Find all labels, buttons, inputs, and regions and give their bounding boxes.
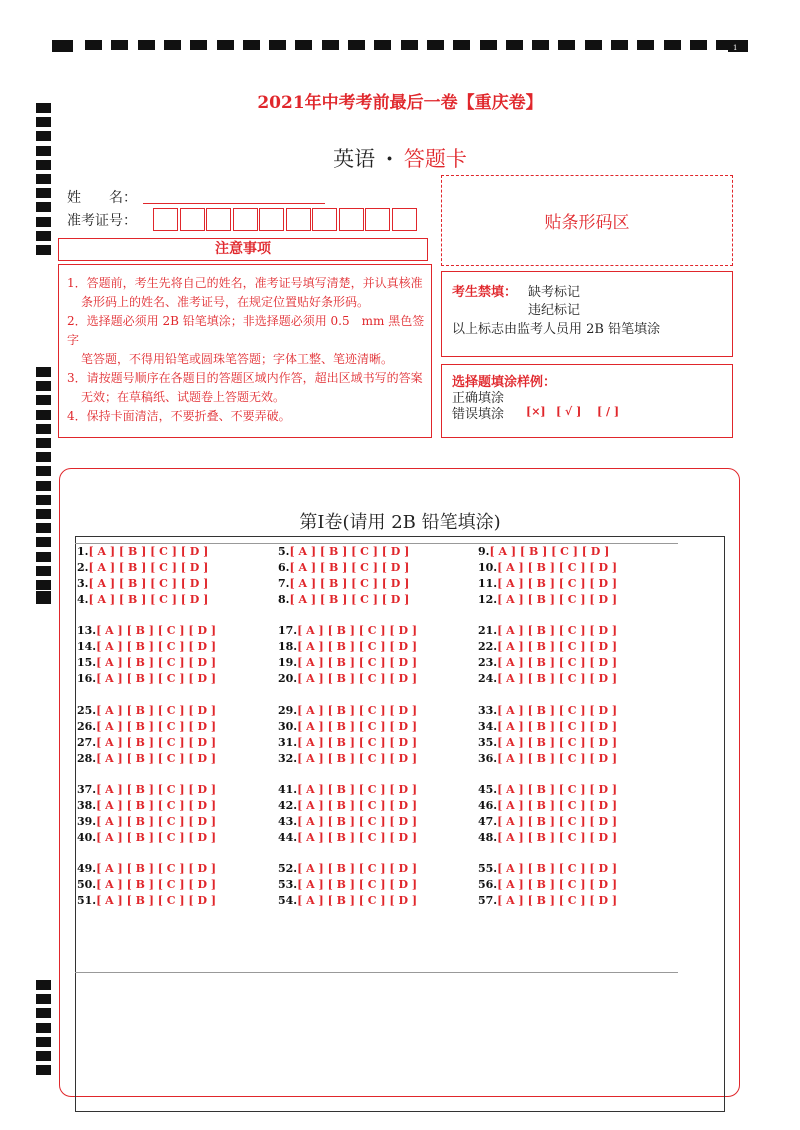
exam-id-digit-box[interactable] <box>153 208 178 231</box>
side-timing-mark <box>36 580 51 590</box>
side-timing-mark <box>36 1037 51 1047</box>
question-item[interactable] <box>278 593 409 606</box>
question-item[interactable] <box>278 894 417 907</box>
answer-options[interactable]: [ A ] [ B ] [ C ] [ D ] <box>497 752 618 765</box>
question-number: 1. <box>77 545 89 558</box>
question-number: 35. <box>478 736 498 749</box>
side-timing-mark <box>36 1051 51 1061</box>
timing-mark <box>637 40 654 50</box>
answer-options[interactable]: [ A ] [ B ] [ C ] [ D ] <box>297 878 418 891</box>
question-number: 10. <box>478 561 498 574</box>
question-number: 45. <box>478 783 498 796</box>
side-timing-mark <box>36 231 51 241</box>
timing-mark <box>348 40 365 50</box>
timing-mark <box>138 40 155 50</box>
timing-mark <box>558 40 575 50</box>
wrong-fill-mark: [ / ] <box>597 405 620 418</box>
name-label: 姓 名： <box>67 190 137 206</box>
question-item[interactable] <box>278 862 417 875</box>
exam-id-digit-box[interactable] <box>206 208 231 231</box>
fill-sample-label: 选择题填涂样例： <box>452 375 557 390</box>
question-item[interactable] <box>77 720 216 733</box>
answer-options[interactable]: [ A ] [ B ] [ C ] [ D ] <box>497 624 618 637</box>
side-timing-mark <box>36 1065 51 1075</box>
side-timing-mark <box>36 424 51 434</box>
answer-options[interactable]: [ A ] [ B ] [ C ] [ D ] <box>96 640 217 653</box>
question-number: 25. <box>77 704 97 717</box>
side-timing-mark <box>36 174 51 184</box>
question-number: 14. <box>77 640 97 653</box>
question-number: 31. <box>278 736 298 749</box>
question-number: 2. <box>77 561 89 574</box>
answer-options[interactable]: [ A ] [ B ] [ C ] [ D ] <box>297 815 418 828</box>
question-number: 28. <box>77 752 97 765</box>
side-timing-mark <box>36 552 51 562</box>
notice-line: 4．保持卡面清洁，不要折叠、不要弄破。 <box>67 409 291 423</box>
question-number: 4. <box>77 593 89 606</box>
question-number: 6. <box>278 561 290 574</box>
wrong-fill-label: 错误填涂 <box>452 407 505 422</box>
timing-mark <box>243 40 260 50</box>
question-number: 37. <box>77 783 97 796</box>
answer-card-label: 答题卡 <box>403 147 467 171</box>
question-number: 12. <box>478 593 498 606</box>
wrong-fill-mark: [ √ ] <box>556 405 582 418</box>
answer-options[interactable]: [ A ] [ B ] [ C ] [ D ] <box>96 704 217 717</box>
exam-id-digit-box[interactable] <box>312 208 337 231</box>
question-number: 36. <box>478 752 498 765</box>
answer-options[interactable]: [ A ] [ B ] [ C ] [ D ] <box>297 624 418 637</box>
answer-options[interactable]: [ A ] [ B ] [ C ] [ D ] <box>497 640 618 653</box>
question-item[interactable] <box>77 799 216 812</box>
notice-header-box <box>58 238 428 261</box>
question-item[interactable] <box>478 752 617 765</box>
question-item[interactable] <box>278 815 417 828</box>
side-timing-mark <box>36 537 51 547</box>
question-item[interactable] <box>77 593 208 606</box>
page-number: 1 <box>733 44 738 52</box>
question-number: 15. <box>77 656 97 669</box>
question-item[interactable] <box>77 783 216 796</box>
answer-options[interactable]: [ A ] [ B ] [ C ] [ D ] <box>497 862 618 875</box>
answer-options[interactable]: [ A ] [ B ] [ C ] [ D ] <box>297 640 418 653</box>
answer-options[interactable]: [ A ] [ B ] [ C ] [ D ] <box>96 624 217 637</box>
answer-options[interactable]: [ A ] [ B ] [ C ] [ D ] <box>497 577 618 590</box>
question-number: 24. <box>478 672 498 685</box>
answer-options[interactable]: [ A ] [ B ] [ C ] [ D ] <box>96 783 217 796</box>
subject-heading <box>0 143 800 173</box>
answer-options[interactable]: [ A ] [ B ] [ C ] [ D ] <box>96 656 217 669</box>
question-item[interactable] <box>478 656 617 669</box>
wrong-fill-mark: [×] <box>526 405 546 418</box>
answer-options[interactable]: [ A ] [ B ] [ C ] [ D ] <box>289 577 410 590</box>
answer-options[interactable]: [ A ] [ B ] [ C ] [ D ] <box>96 894 217 907</box>
question-item[interactable] <box>77 672 216 685</box>
question-item[interactable] <box>77 656 216 669</box>
exam-id-digit-box[interactable] <box>286 208 311 231</box>
answer-options[interactable]: [ A ] [ B ] [ C ] [ D ] <box>96 736 217 749</box>
answer-options[interactable]: [ A ] [ B ] [ C ] [ D ] <box>297 862 418 875</box>
question-number: 46. <box>478 799 498 812</box>
question-number: 7. <box>278 577 290 590</box>
side-timing-mark <box>36 202 51 212</box>
timing-mark <box>427 40 444 50</box>
subject-separator: · <box>385 146 394 171</box>
notice-line: 条形码上的姓名、准考证号，在规定位置贴好条形码。 <box>81 295 370 309</box>
timing-mark <box>374 40 391 50</box>
question-number: 48. <box>478 831 498 844</box>
question-number: 51. <box>77 894 97 907</box>
question-item[interactable] <box>478 736 617 749</box>
question-item[interactable] <box>77 894 216 907</box>
question-number: 43. <box>278 815 298 828</box>
question-item[interactable] <box>278 736 417 749</box>
answer-options[interactable]: [ A ] [ B ] [ C ] [ D ] <box>497 593 618 606</box>
question-number: 33. <box>478 704 498 717</box>
timing-mark <box>322 40 339 50</box>
answer-options[interactable]: [ A ] [ B ] [ C ] [ D ] <box>497 783 618 796</box>
question-number: 32. <box>278 752 298 765</box>
question-item[interactable] <box>77 577 208 590</box>
exam-id-digit-box[interactable] <box>365 208 390 231</box>
side-timing-mark <box>36 367 51 377</box>
answer-options[interactable]: [ A ] [ B ] [ C ] [ D ] <box>297 704 418 717</box>
question-number: 9. <box>478 545 490 558</box>
notice-line: 2．选择题必须用 2B 铅笔填涂；非选择题必须用 0.5 mm 黑色签字 <box>67 314 425 347</box>
section1-title: 第Ⅰ卷(请用 2B 铅笔填涂) <box>299 512 501 533</box>
side-timing-mark <box>36 245 51 255</box>
question-number: 38. <box>77 799 97 812</box>
question-item[interactable] <box>77 640 216 653</box>
correct-fill-sample <box>528 389 548 399</box>
side-timing-mark <box>36 117 51 127</box>
question-item[interactable] <box>278 577 409 590</box>
forbidden-label: 考生禁填： <box>452 285 518 300</box>
exam-id-digit-box[interactable] <box>180 208 205 231</box>
question-item[interactable] <box>77 878 216 891</box>
question-item[interactable] <box>478 672 617 685</box>
barcode-label: 贴条形码区 <box>544 213 630 233</box>
question-number: 17. <box>278 624 298 637</box>
question-number: 39. <box>77 815 97 828</box>
answer-options[interactable]: [ A ] [ B ] [ C ] [ D ] <box>497 656 618 669</box>
side-timing-mark <box>36 1008 51 1018</box>
answer-options[interactable]: [ A ] [ B ] [ C ] [ D ] <box>489 545 610 558</box>
question-number: 49. <box>77 862 97 875</box>
question-number: 30. <box>278 720 298 733</box>
exam-id-label: 准考证号： <box>67 213 137 229</box>
answer-options[interactable]: [ A ] [ B ] [ C ] [ D ] <box>297 736 418 749</box>
barcode-area <box>441 175 733 266</box>
question-item[interactable] <box>77 704 216 717</box>
question-number: 40. <box>77 831 97 844</box>
question-number: 55. <box>478 862 498 875</box>
top-rule <box>75 543 678 544</box>
violation-mark-label: 违纪标记 <box>528 303 581 318</box>
question-number: 50. <box>77 878 97 891</box>
question-item[interactable] <box>478 545 609 558</box>
exam-id-digit-box[interactable] <box>233 208 258 231</box>
side-timing-mark <box>36 410 51 420</box>
answer-options[interactable]: [ A ] [ B ] [ C ] [ D ] <box>96 799 217 812</box>
correct-fill-label: 正确填涂 <box>452 391 505 406</box>
timing-mark <box>401 40 418 50</box>
timing-mark <box>190 40 207 50</box>
side-timing-mark <box>36 217 51 227</box>
question-item[interactable] <box>77 831 216 844</box>
question-item[interactable] <box>478 640 617 653</box>
question-number: 3. <box>77 577 89 590</box>
question-item[interactable] <box>77 561 208 574</box>
timing-mark <box>85 40 102 50</box>
question-item[interactable] <box>278 878 417 891</box>
side-timing-mark <box>36 381 51 391</box>
question-number: 21. <box>478 624 498 637</box>
answer-options[interactable]: [ A ] [ B ] [ C ] [ D ] <box>497 878 618 891</box>
proctor-marks-box <box>441 271 733 357</box>
side-timing-mark <box>36 1023 51 1033</box>
question-item[interactable] <box>278 656 417 669</box>
question-number: 47. <box>478 815 498 828</box>
answer-options[interactable]: [ A ] [ B ] [ C ] [ D ] <box>297 720 418 733</box>
question-item[interactable] <box>77 815 216 828</box>
question-number: 5. <box>278 545 290 558</box>
question-number: 20. <box>278 672 298 685</box>
answer-options[interactable]: [ A ] [ B ] [ C ] [ D ] <box>497 704 618 717</box>
question-number: 29. <box>278 704 298 717</box>
question-item[interactable] <box>478 593 617 606</box>
name-field[interactable] <box>143 203 325 204</box>
question-number: 57. <box>478 894 498 907</box>
side-timing-mark <box>36 495 51 505</box>
question-number: 56. <box>478 878 498 891</box>
question-number: 53. <box>278 878 298 891</box>
notice-box <box>58 264 432 438</box>
answer-options[interactable]: [ A ] [ B ] [ C ] [ D ] <box>497 799 618 812</box>
fill-sample-box <box>441 364 733 438</box>
answer-options[interactable]: [ A ] [ B ] [ C ] [ D ] <box>289 561 410 574</box>
question-number: 34. <box>478 720 498 733</box>
answer-options[interactable]: [ A ] [ B ] [ C ] [ D ] <box>297 894 418 907</box>
exam-id-digit-box[interactable] <box>392 208 417 231</box>
question-item[interactable] <box>478 894 617 907</box>
question-item[interactable] <box>478 720 617 733</box>
side-timing-mark <box>36 395 51 405</box>
timing-mark <box>295 40 312 50</box>
question-item[interactable] <box>478 577 617 590</box>
timing-mark <box>269 40 286 50</box>
question-number: 26. <box>77 720 97 733</box>
side-timing-mark <box>36 566 51 576</box>
answer-options[interactable]: [ A ] [ B ] [ C ] [ D ] <box>96 878 217 891</box>
timing-mark <box>164 40 181 50</box>
question-number: 42. <box>278 799 298 812</box>
side-timing-mark <box>36 994 51 1004</box>
question-number: 11. <box>478 577 498 590</box>
answer-options[interactable]: [ A ] [ B ] [ C ] [ D ] <box>497 831 618 844</box>
question-item[interactable] <box>77 624 216 637</box>
question-item[interactable] <box>478 783 617 796</box>
notice-line: 3．请按题号顺序在各题目的答题区域内作答，超出区域书写的答案 <box>67 371 423 385</box>
timing-mark <box>611 40 628 50</box>
side-timing-mark <box>36 591 51 601</box>
timing-mark <box>728 40 748 52</box>
timing-mark <box>664 40 681 50</box>
question-item[interactable] <box>278 624 417 637</box>
side-timing-mark <box>36 466 51 476</box>
question-item[interactable] <box>278 752 417 765</box>
side-timing-mark <box>36 438 51 448</box>
question-item[interactable] <box>278 704 417 717</box>
answer-options[interactable]: [ A ] [ B ] [ C ] [ D ] <box>297 752 418 765</box>
question-item[interactable] <box>478 704 617 717</box>
violation-mark-box[interactable] <box>592 301 614 313</box>
question-item[interactable] <box>278 720 417 733</box>
question-number: 44. <box>278 831 298 844</box>
answer-options[interactable]: [ A ] [ B ] [ C ] [ D ] <box>297 656 418 669</box>
answer-options[interactable]: [ A ] [ B ] [ C ] [ D ] <box>497 561 618 574</box>
question-item[interactable] <box>278 561 409 574</box>
question-number: 41. <box>278 783 298 796</box>
question-item[interactable] <box>478 831 617 844</box>
answer-options[interactable]: [ A ] [ B ] [ C ] [ D ] <box>88 593 209 606</box>
side-timing-mark <box>36 131 51 141</box>
answer-options[interactable]: [ A ] [ B ] [ C ] [ D ] <box>88 561 209 574</box>
timing-mark <box>532 40 549 50</box>
question-number: 23. <box>478 656 498 669</box>
question-item[interactable] <box>278 672 417 685</box>
subject-name: 英语 <box>333 147 376 171</box>
answer-options[interactable]: [ A ] [ B ] [ C ] [ D ] <box>497 894 618 907</box>
answer-options[interactable]: [ A ] [ B ] [ C ] [ D ] <box>88 577 209 590</box>
answer-options[interactable]: [ A ] [ B ] [ C ] [ D ] <box>297 783 418 796</box>
notice-line: 无效；在草稿纸、试题卷上答题无效。 <box>81 390 286 404</box>
question-number: 18. <box>278 640 298 653</box>
answer-options[interactable]: [ A ] [ B ] [ C ] [ D ] <box>96 720 217 733</box>
answer-options[interactable]: [ A ] [ B ] [ C ] [ D ] <box>96 815 217 828</box>
absent-mark-box[interactable] <box>592 283 614 295</box>
answer-options[interactable]: [ A ] [ B ] [ C ] [ D ] <box>96 831 217 844</box>
notice-title: 注意事项 <box>215 241 271 257</box>
question-item[interactable] <box>77 545 208 558</box>
answer-options[interactable]: [ A ] [ B ] [ C ] [ D ] <box>289 545 410 558</box>
question-item[interactable] <box>278 831 417 844</box>
question-item[interactable] <box>478 561 617 574</box>
question-item[interactable] <box>478 815 617 828</box>
timing-mark <box>480 40 497 50</box>
page-title: 2021年中考考前最后一卷【重庆卷】 <box>257 93 543 113</box>
timing-mark <box>453 40 470 50</box>
question-number: 52. <box>278 862 298 875</box>
answer-options[interactable]: [ A ] [ B ] [ C ] [ D ] <box>96 672 217 685</box>
answer-options[interactable]: [ A ] [ B ] [ C ] [ D ] <box>297 672 418 685</box>
answer-options[interactable]: [ A ] [ B ] [ C ] [ D ] <box>497 672 618 685</box>
question-item[interactable] <box>478 624 617 637</box>
timing-mark <box>52 40 73 52</box>
timing-mark <box>690 40 707 50</box>
question-item[interactable] <box>278 799 417 812</box>
side-timing-mark <box>36 452 51 462</box>
notice-line: 1．答题前，考生先将自己的姓名，准考证号填写清楚，并认真核准 <box>67 276 423 290</box>
timing-mark <box>585 40 602 50</box>
question-item[interactable] <box>77 752 216 765</box>
question-item[interactable] <box>77 862 216 875</box>
exam-id-digit-box[interactable] <box>339 208 364 231</box>
timing-mark <box>217 40 234 50</box>
notice-line: 笔答题，不得用铅笔或圆珠笔答题；字体工整、笔迹清晰。 <box>81 352 394 366</box>
question-item[interactable] <box>478 878 617 891</box>
question-number: 27. <box>77 736 97 749</box>
timing-mark <box>506 40 523 50</box>
question-number: 8. <box>278 593 290 606</box>
question-item[interactable] <box>278 783 417 796</box>
exam-id-digit-box[interactable] <box>259 208 284 231</box>
answer-options[interactable]: [ A ] [ B ] [ C ] [ D ] <box>289 593 410 606</box>
answer-options[interactable]: [ A ] [ B ] [ C ] [ D ] <box>297 831 418 844</box>
answer-options[interactable]: [ A ] [ B ] [ C ] [ D ] <box>497 720 618 733</box>
question-number: 13. <box>77 624 97 637</box>
question-item[interactable] <box>478 799 617 812</box>
question-item[interactable] <box>77 736 216 749</box>
timing-mark <box>111 40 128 50</box>
question-number: 19. <box>278 656 298 669</box>
answer-options[interactable]: [ A ] [ B ] [ C ] [ D ] <box>88 545 209 558</box>
question-item[interactable] <box>478 862 617 875</box>
side-timing-mark <box>36 188 51 198</box>
answer-options[interactable]: [ A ] [ B ] [ C ] [ D ] <box>497 815 618 828</box>
question-number: 22. <box>478 640 498 653</box>
answer-options[interactable]: [ A ] [ B ] [ C ] [ D ] <box>497 736 618 749</box>
answer-options[interactable]: [ A ] [ B ] [ C ] [ D ] <box>297 799 418 812</box>
question-item[interactable] <box>278 545 409 558</box>
absent-mark-label: 缺考标记 <box>528 285 581 300</box>
question-item[interactable] <box>278 640 417 653</box>
answer-options[interactable]: [ A ] [ B ] [ C ] [ D ] <box>96 862 217 875</box>
question-number: 54. <box>278 894 298 907</box>
answer-options[interactable]: [ A ] [ B ] [ C ] [ D ] <box>96 752 217 765</box>
side-timing-mark <box>36 980 51 990</box>
bottom-rule <box>75 972 678 973</box>
proctor-note: 以上标志由监考人员用 2B 铅笔填涂 <box>452 322 661 337</box>
question-number: 16. <box>77 672 97 685</box>
side-timing-mark <box>36 481 51 491</box>
